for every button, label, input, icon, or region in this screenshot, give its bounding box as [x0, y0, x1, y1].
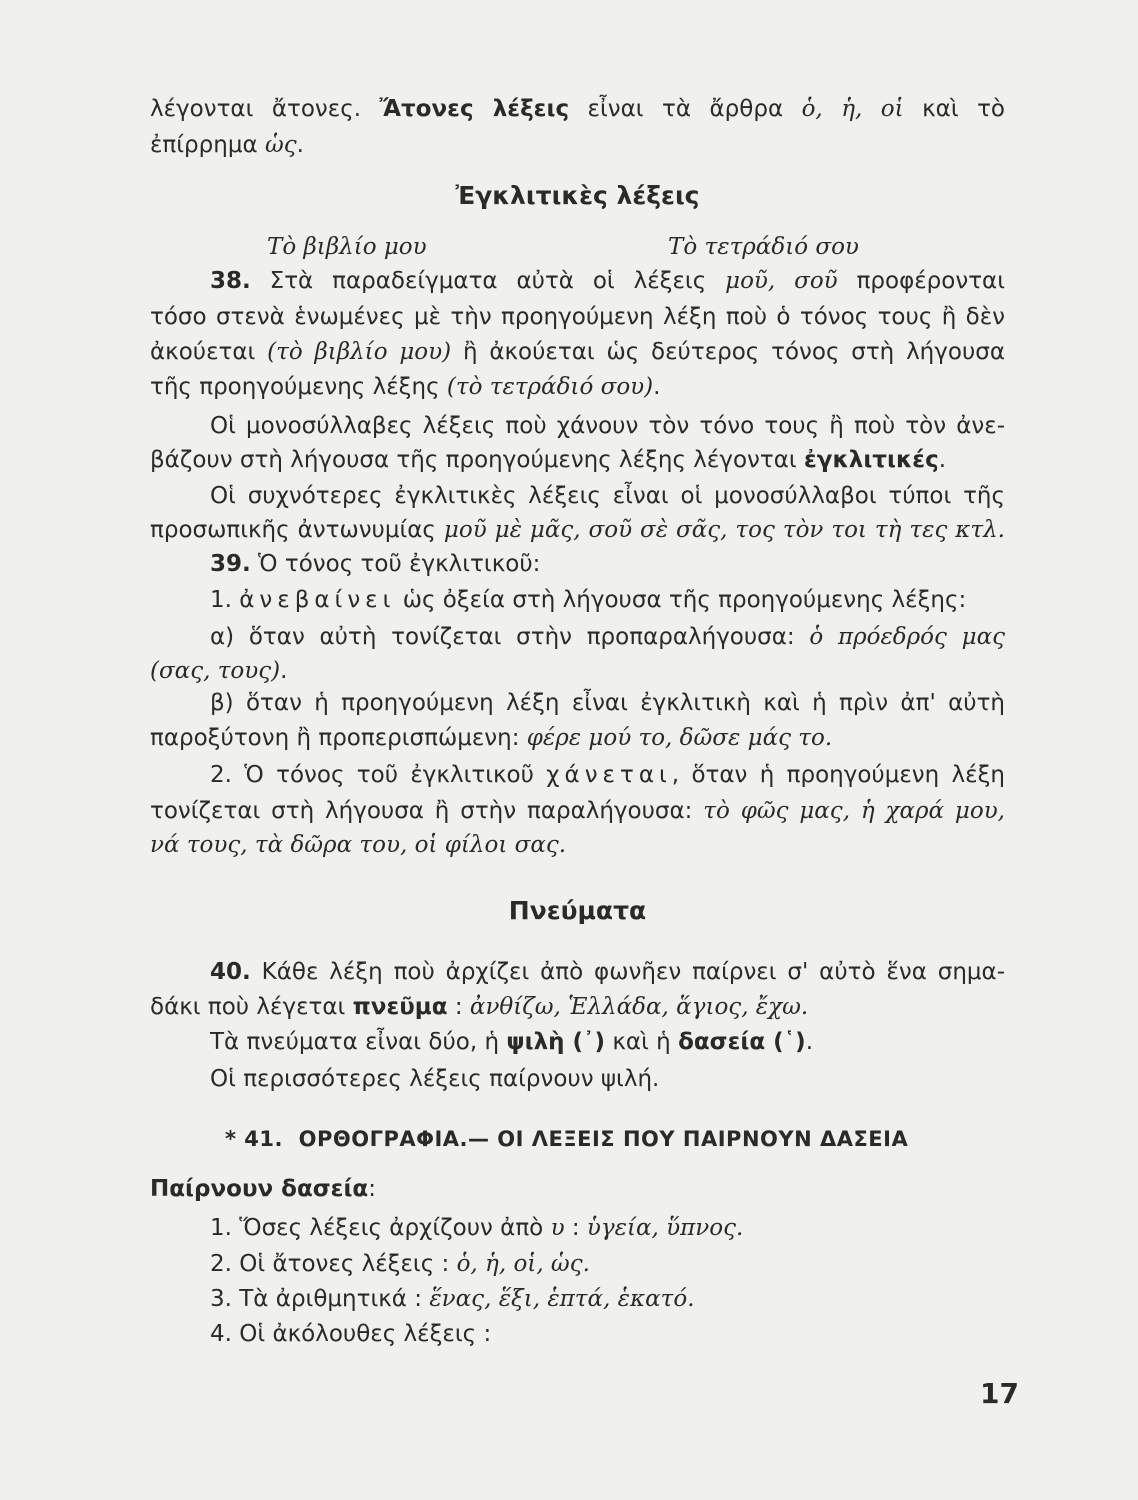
paragraph-38-line: ἀκούεται (τὸ βιβλίο μου) ἢ ἀκούεται ὡς δεύτερος τόνος στὴ λήγουσα [150, 339, 1005, 365]
paragraph-40-line: Οἱ περισσότερες λέξεις παίρνουν ψιλή. [210, 1066, 660, 1092]
paragraph-38-line: 38. Στὰ παραδείγματα αὐτὰ οἱ λέξεις μοῦ, σοῦ προφέρονται [210, 268, 1005, 294]
rule-2-cont: τονίζεται στὴ λήγουσα ἢ στὴν παραλήγουσα: τὸ φῶς μας, ἡ χαρά μου, [150, 798, 1005, 824]
list-item: 1. Ὅσες λέξεις ἀρχίζουν ἀπὸ υ : ὑγεία, ὕπνος. [210, 1215, 744, 1241]
rule-1b: β) ὅταν ἡ προηγούμενη λέξη εἶναι ἐγκλιτικὴ καὶ ἡ πρὶν ἀπ' αὐτὴ [210, 690, 1005, 716]
text-line: λέγονται ἄτονες. Ἄτονες λέξεις εἶναι τὰ ἄρθρα ὁ, ἡ, οἱ καὶ τὸ [150, 96, 1005, 122]
rule-1b-cont: παροξύτονη ἢ προπερισπώμενη: φέρε μού το, δῶσε μάς το. [150, 725, 833, 751]
rule-1a: α) ὅταν αὐτὴ τονίζεται στὴν προπαραλήγουσα: ὁ πρόεδρός μας [210, 624, 1005, 650]
orthography-title: * 41. ΟΡΘΟΓΡΑΦΙΑ.— ΟΙ ΛΕΞΕΙΣ ΠΟΥ ΠΑΙΡΝΟΥΝ ΔΑΣΕΙΑ [225, 1127, 909, 1151]
example-left: Τὸ βιβλίο μου [267, 234, 427, 260]
rule-1a-cont: (σας, τους). [150, 658, 288, 684]
paragraph-line: βάζουν στὴ λήγουσα τῆς προηγούμενης λέξης λέγονται ἐγκλιτικές. [150, 447, 947, 473]
section-heading-enclitics: Ἐγκλιτικὲς λέξεις [455, 181, 700, 210]
text-line: ἐπίρρημα ὡς. [150, 132, 304, 158]
rule-2-cont: νά τους, τὰ δῶρα του, οἱ φίλοι σας. [150, 832, 567, 858]
paragraph-line: Οἱ συχνότερες ἐγκλιτικὲς λέξεις εἶναι οἱ μονοσύλλαβοι τύποι τῆς [210, 483, 1005, 509]
paragraph-39-title: 39. Ὁ τόνος τοῦ ἐγκλιτικοῦ: [210, 551, 541, 577]
page-number: 17 [980, 1377, 1019, 1410]
section-heading-breathings: Πνεύματα [508, 896, 647, 925]
paragraph-line: προσωπικῆς ἀντωνυμίας μοῦ μὲ μᾶς, σοῦ σὲ σᾶς, τος τὸν τοι τὴ τες κτλ. [150, 517, 1005, 543]
list-item: 4. Οἱ ἀκόλουθες λέξεις : [210, 1321, 492, 1347]
paragraph-38-line: τόσο στενὰ ἑνωμένες μὲ τὴν προηγούμενη λέξη ποὺ ὁ τόνος τους ἢ δὲν [150, 304, 1005, 330]
paragraph-40-line: Τὰ πνεύματα εἶναι δύο, ἡ ψιλὴ (᾿) καὶ ἡ δασεία (῾). [210, 1029, 813, 1055]
example-right: Τὸ τετράδιό σου [668, 234, 859, 260]
paragraph-line: Οἱ μονοσύλλαβες λέξεις ποὺ χάνουν τὸν τόνο τους ἢ ποὺ τὸν ἀνε- [210, 413, 1005, 439]
paragraph-38-line: τῆς προηγούμενης λέξης (τὸ τετράδιό σου). [150, 374, 661, 400]
list-item: 3. Τὰ ἀριθμητικά : ἕνας, ἕξι, ἑπτά, ἑκατό. [210, 1286, 695, 1312]
taking-label: Παίρνουν δασεία: [150, 1176, 376, 1202]
rule-1: 1. ἀνεβαίνει ὡς ὀξεία στὴ λήγουσα τῆς προηγούμενης λέξης: [210, 587, 967, 613]
paragraph-40-line: δάκι ποὺ λέγεται πνεῦμα : ἀνθίζω, Ἑλλάδα, ἅγιος, ἔχω. [150, 994, 809, 1020]
list-item: 2. Οἱ ἄτονες λέξεις : ὁ, ἡ, οἱ, ὡς. [210, 1251, 590, 1277]
paragraph-40-line: 40. Κάθε λέξη ποὺ ἀρχίζει ἀπὸ φωνῆεν παίρνει σ' αὐτὸ ἕνα σημα- [210, 959, 1005, 985]
rule-2: 2. Ὁ τόνος τοῦ ἐγκλιτικοῦ χάνεται, ὅταν ἡ προηγούμενη λέξη [210, 762, 1005, 788]
